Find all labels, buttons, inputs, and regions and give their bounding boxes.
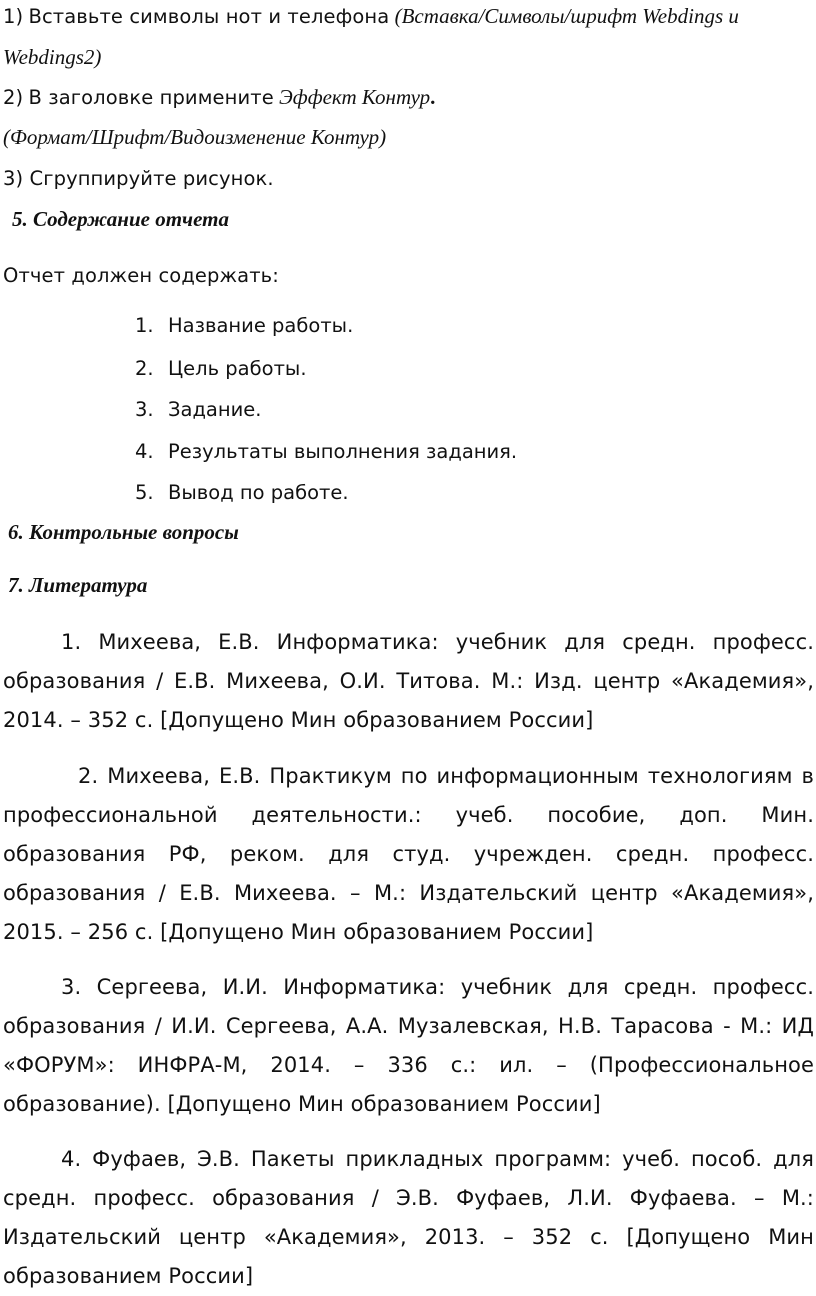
step-3-line (3, 167, 274, 190)
report-item (135, 398, 262, 421)
step-2-hint-path: (Формат/Шрифт/Видоизменение Контур) (3, 125, 387, 149)
report-item-number: 1. (135, 314, 154, 337)
step-2-dot: . (430, 85, 436, 109)
step-2-number: 2) (3, 86, 24, 109)
report-item-text: Результаты выполнения задания. (168, 440, 518, 463)
reference-3: 3. Сергеева, И.И. Информатика: учебник для средн. професс. образования / И.И. Сергеева, А.А. Музалевская, Н.В. Тарасова - М.: ИД «ФОРУМ»: ИНФРА-М, 2014. – 336 с.: ил. – (Профессиональное образование). [Допущено Мин образованием России] (3, 975, 814, 1116)
reference-4: 4. Фуфаев, Э.В. Пакеты прикладных программ: учеб. пособ. для средн. професс. образования / Э.В. Фуфаев, Л.И. Фуфаева. – М.: Издательский центр «Академия», 2013. – 352 с. [Допущено Мин образованием России] (3, 1147, 814, 1288)
step-1-number: 1) (3, 5, 24, 28)
step-2-line (3, 85, 435, 110)
report-item-text: Задание. (168, 398, 262, 421)
report-item (135, 481, 349, 504)
report-item-number: 4. (135, 440, 154, 463)
step-2-text: В заголовке примените (28, 86, 274, 109)
section-6-title: 6. Контрольные вопросы (8, 520, 239, 544)
report-item (135, 314, 353, 337)
step-1-hint-cont: Webdings2) (3, 45, 102, 69)
report-item-text: Цель работы. (168, 357, 307, 380)
report-item-text: Вывод по работе. (168, 481, 349, 504)
report-item-number: 3. (135, 398, 154, 421)
step-1-hint: (Вставка/Символы/шрифт Webdings и (394, 4, 739, 28)
report-item (135, 440, 517, 463)
section-7-title: 7. Литература (8, 573, 148, 597)
report-item (135, 357, 307, 380)
report-item-text: Название работы. (168, 314, 354, 337)
section-5-title: 5. Содержание отчета (12, 207, 229, 231)
step-3-text: Сгруппируйте рисунок. (29, 167, 274, 190)
reference-2: 2. Михеева, Е.В. Практикум по информационным технологиям в профессиональной деятельности.: учеб. пособие, доп. Мин. образования РФ, реком. для студ. учрежден. средн. професс. образования / Е.В. Михеева. – М.: Издательский центр «Академия», 2015. – 256 с. [Допущено Мин образованием России] (3, 764, 814, 944)
step-2-hint: Эффект Контур (279, 85, 431, 109)
reference-1: 1. Михеева, Е.В. Информатика: учебник для средн. професс. образования / Е.В. Михеева, О.И. Титова. М.: Изд. центр «Академия», 2014. – 352 с. [Допущено Мин образованием России] (3, 630, 814, 732)
step-3-number: 3) (3, 167, 24, 190)
step-1-text: Вставьте символы нот и телефона (28, 5, 390, 28)
report-item-number: 2. (135, 357, 154, 380)
step-1-line-1 (3, 4, 739, 29)
report-item-number: 5. (135, 481, 154, 504)
section-5-intro: Отчет должен содержать: (3, 264, 279, 287)
